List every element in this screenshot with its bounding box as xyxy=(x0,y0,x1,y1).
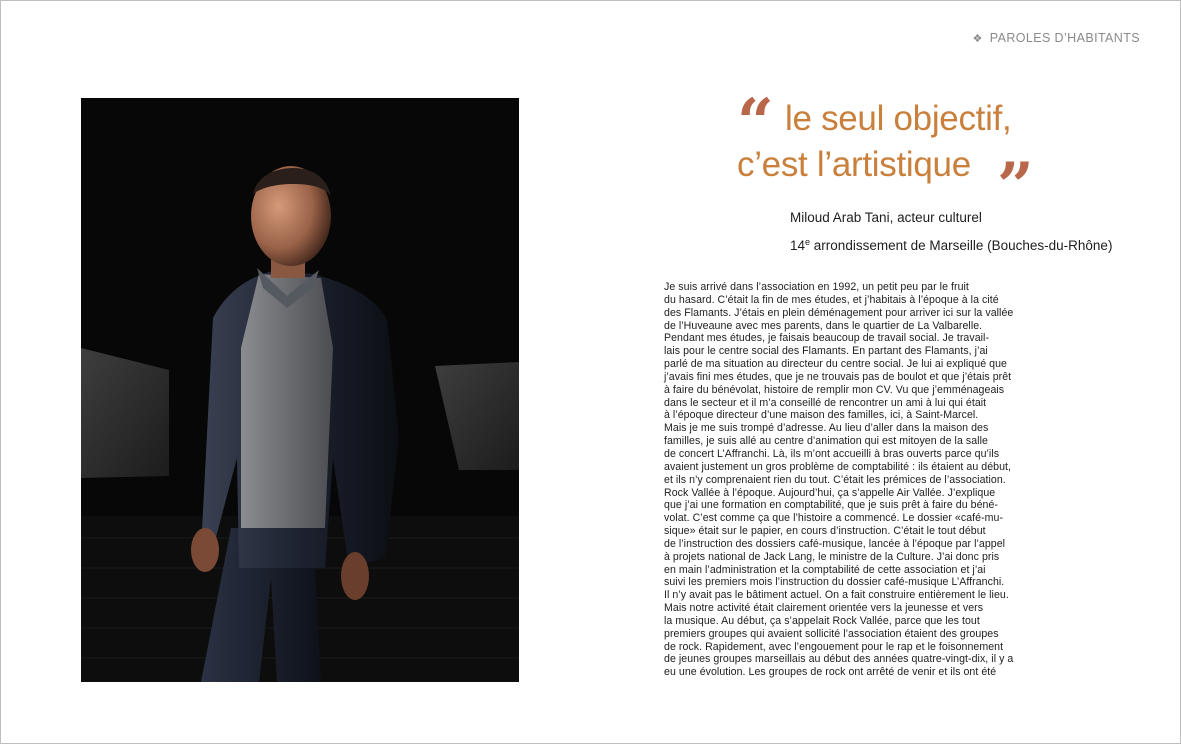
district-suffix: e xyxy=(805,237,811,247)
body-line: dans le secteur et il m’a conseillé de rencontrer un ami à lui qui était xyxy=(664,396,987,409)
portrait-illustration xyxy=(81,98,519,682)
byline-name: Miloud Arab Tani, acteur culturel xyxy=(790,210,982,225)
body-line: en main l’administration et la comptabilité de cette association et j’ai xyxy=(664,563,986,576)
body-line: Il n’y avait pas le bâtiment actuel. On a fait construire entièrement le lieu. xyxy=(664,589,1009,602)
body-line: des Flamants. J’étais en plein déménagement pour arriver ici sur la vallée xyxy=(664,306,1014,319)
body-line: Je suis arrivé dans l’association en 1992, un petit peu par le fruit xyxy=(664,281,969,293)
district-rest: arrondissement de Marseille (Bouches-du-Rhône) xyxy=(810,238,1113,253)
section-label-text: PAROLES D’HABITANTS xyxy=(989,31,1140,45)
body-line: premiers groupes qui avaient sollicité l’association étaient des groupes xyxy=(664,627,999,640)
body-line: suivi les premiers mois l’instruction du dossier café-musique L’Affranchi. xyxy=(664,576,1005,589)
body-line: Mais je me suis trompé d’adresse. Au lieu d’aller dans la maison des xyxy=(664,422,989,435)
body-line: Pendant mes études, je faisais beaucoup de travail social. Je travail- xyxy=(664,332,990,345)
background-panel-left xyxy=(81,348,169,478)
body-line: Mais notre activité était clairement orientée vers la jeunesse et vers xyxy=(664,602,984,615)
body-line: à l’époque directeur d’une maison des familles, ici, à Saint-Marcel. xyxy=(664,409,979,422)
portrait-photo xyxy=(81,98,519,682)
body-line: de l’instruction des dossiers café-musique, lancée à l’époque par l’appel xyxy=(664,537,1006,550)
byline-location xyxy=(790,230,1112,258)
body-line: avaient justement un gros problème de comptabilité : ils étaient au début, xyxy=(664,460,1012,473)
quote-line-1: le seul objectif, xyxy=(785,99,1012,138)
body-line: sique» était sur le papier, en cours d’instruction. C’était le tout début xyxy=(664,525,986,538)
body-line: volat. C’est comme ça que l’histoire a commencé. Le dossier «café-mu- xyxy=(664,512,1004,525)
body-line: j’avais fini mes études, que je ne trouvais pas de boulot et que j’étais prêt xyxy=(664,370,1012,383)
quote-line-2: c’est l’artistique xyxy=(737,145,971,184)
body-line: à projets national de Jack Lang, le ministre de la Culture. J’ai donc pris xyxy=(664,550,1000,563)
body-line: du hasard. C’était la fin de mes études, et j’habitais à l’époque à la cité xyxy=(664,293,999,306)
body-line: de rock. Rapidement, avec l’engouement pour le rap et le foisonnement xyxy=(664,640,1004,653)
body-line: que j’ai une formation en comptabilité, que je suis prêt à faire du béné- xyxy=(664,499,999,512)
byline xyxy=(790,206,1112,258)
body-line: de jeunes groupes marseillais au début des années quatre-vingt-dix, il y a xyxy=(664,653,1014,666)
district-number: 14 xyxy=(790,238,806,253)
body-line: de l’Huveaune avec mes parents, dans le quartier de La Valbarelle. xyxy=(664,319,983,332)
body-line: parlé de ma situation au directeur du centre social. Je lui ai expliqué que xyxy=(664,358,1007,371)
close-quote-mark: ” xyxy=(997,149,1034,224)
body-line: familles, je suis allé au centre d’animation qui est mitoyen de la salle xyxy=(664,435,988,448)
open-quote-mark: “ xyxy=(737,85,774,160)
body-line: Rock Vallée à l’époque. Aujourd’hui, ça s’appelle Air Vallée. J’explique xyxy=(664,486,996,499)
body-line: eu une évolution. Les groupes de rock ont arrêté de venir et ils ont été xyxy=(664,666,997,679)
body-line: de concert L’Affranchi. Là, ils m’ont accueilli à bras ouverts parce qu’ils xyxy=(664,447,1000,460)
body-line: lais pour le centre social des Flamants. En partant des Flamants, j’ai xyxy=(664,345,988,358)
article-body xyxy=(664,281,1020,679)
body-line: la musique. Au début, ça s’appelait Rock Vallée, parce que les tout xyxy=(664,614,980,627)
body-line: et ils n’y comprenaient rien du tout. C’était les prémices de l’association. xyxy=(664,473,1006,486)
section-label xyxy=(973,31,1141,45)
body-line: à faire du bénévolat, histoire de remplir mon CV. Vu que j’emménageais xyxy=(664,383,1005,396)
diamond-ornament-icon: ❖ xyxy=(972,32,983,45)
